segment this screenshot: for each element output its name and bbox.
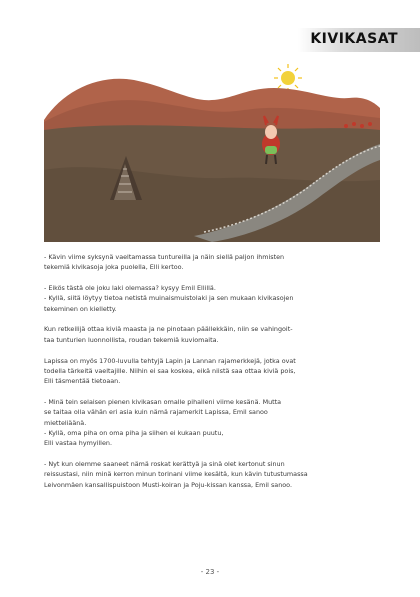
text-line: tekeminen on kielletty. (44, 304, 117, 313)
story-text (44, 252, 379, 490)
text-line: - Kyllä, oma piha on oma piha ja siihen ei kukaan puutu, (44, 428, 224, 437)
sun-drawing (274, 64, 302, 92)
text-line: - Kävin viime syksynä vaeltamassa tuntureilla ja näin siellä paljon ihmisten (44, 253, 285, 261)
page-number: - 23 - (200, 568, 220, 576)
text-line: Lapissa on myös 1700-luvulla tehtyjä Lapin ja Lannan rajamerkkejä, jotka ovat (44, 356, 296, 365)
text-line: - Kyllä, siitä löytyy tietoa netistä muinaismuistolaki ja sen mukaan kivikasojen (44, 294, 294, 303)
illustration-cairns-landscape (44, 60, 380, 242)
text-line: todella tärkeitä vaeltajille. Niihin ei saa koskea, eikä niistä saa ottaa kiviä pois, (44, 366, 296, 375)
text-line: Leivonmäen kansallispuistoon Musti-koiran ja Poju-kissan kanssa, Emil sanoo. (44, 480, 292, 489)
text-line: - Nyt kun olemme saaneet nämä roskat kerättyä ja sinä olet kertonut sinun (44, 459, 285, 468)
text-line: tekemiä kivikasoja joka puolella, Elli kertoo. (44, 263, 184, 272)
page-title: KIVIKASAT (310, 31, 398, 47)
text-line: mietteliäänä. (44, 418, 87, 427)
text-line: se taitaa olla vähän eri asia kuin nämä rajamerkit Lapissa, Emil sanoo (44, 408, 268, 417)
text-line: reissustasi, niin minä kerron minun torinani viime kesältä, kun kävin tutustumassa (44, 470, 308, 479)
text-line: Elli vastaa hymyillen. (44, 439, 112, 448)
text-line: - Minä tein selaisen pienen kivikasan omalle pihalleni viime kesänä. Mutta (44, 397, 282, 406)
text-line: - Eikös tästä ole joku laki olemassa? kysyy Emil Ellillä. (44, 284, 216, 293)
text-line: Elli täsmentää tietoaan. (44, 377, 121, 386)
text-line: Kun retkeilijä ottaa kiviä maasta ja ne pinotaan päällekkäin, niin se vahingoit- (44, 325, 293, 334)
text-line: taa tunturien luonnollista, roudan tekemiä kuviomaita. (44, 335, 219, 344)
